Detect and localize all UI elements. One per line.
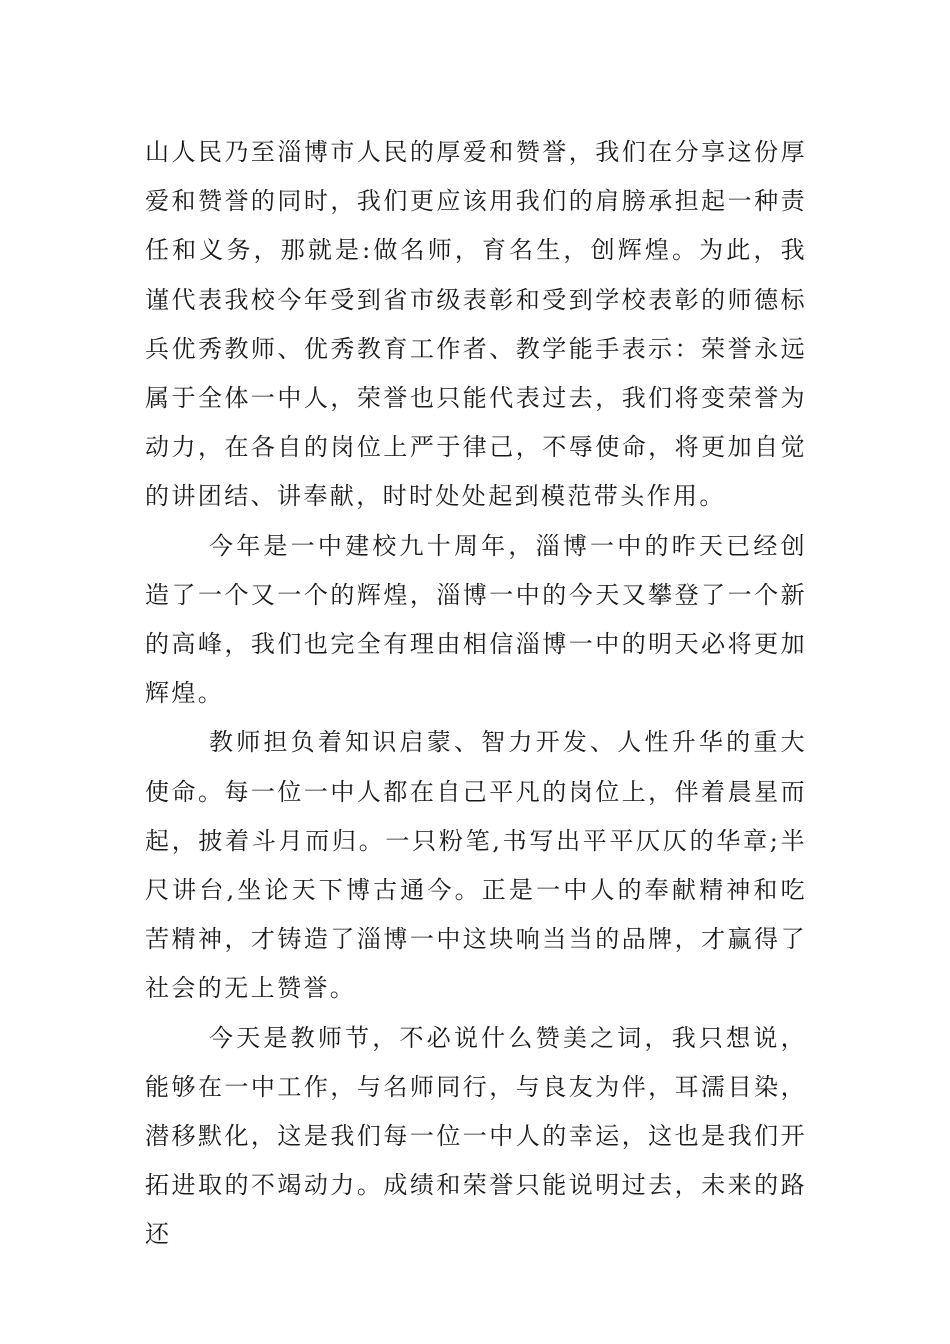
document-body bbox=[145, 128, 807, 1260]
paragraph-3: 教师担负着知识启蒙、智力开发、人性升华的重大使命。每一位一中人都在自己平凡的岗位上，伴着晨星而起，披着斗月而归。一只粉笔,书写出平平仄仄的华章;半尺讲台,坐论天下博古通今。正是一中人的奉献精神和吃苦精神，才铸造了淄博一中这块响当当的品牌，才赢得了社会的无上赞誉。 bbox=[145, 728, 807, 1003]
paragraph-1: 山人民乃至淄博市人民的厚爱和赞誉，我们在分享这份厚爱和赞誉的同时，我们更应该用我们的肩膀承担起一种责任和义务，那就是:做名师，育名生，创辉煌。为此，我谨代表我校今年受到省市级表彰和受到学校表彰的师德标兵优秀教师、优秀教育工作者、教学能手表示：荣誉永远属于全体一中人，荣誉也只能代表过去，我们将变荣誉为动力，在各自的岗位上严于律己，不辱使命，将更加自觉的讲团结、讲奉献，时时处处起到模范带头作用。 bbox=[145, 138, 807, 511]
paragraph-2: 今年是一中建校九十周年，淄博一中的昨天已经创造了一个又一个的辉煌，淄博一中的今天又攀登了一个新的高峰，我们也完全有理由相信淄博一中的明天必将更加辉煌。 bbox=[145, 531, 807, 708]
paragraph-4: 今天是教师节，不必说什么赞美之词，我只想说，能够在一中工作，与名师同行，与良友为伴，耳濡目染，潜移默化，这是我们每一位一中人的幸运，这也是我们开拓进取的不竭动力。成绩和荣誉只能说明过去，未来的路还 bbox=[145, 1023, 807, 1249]
